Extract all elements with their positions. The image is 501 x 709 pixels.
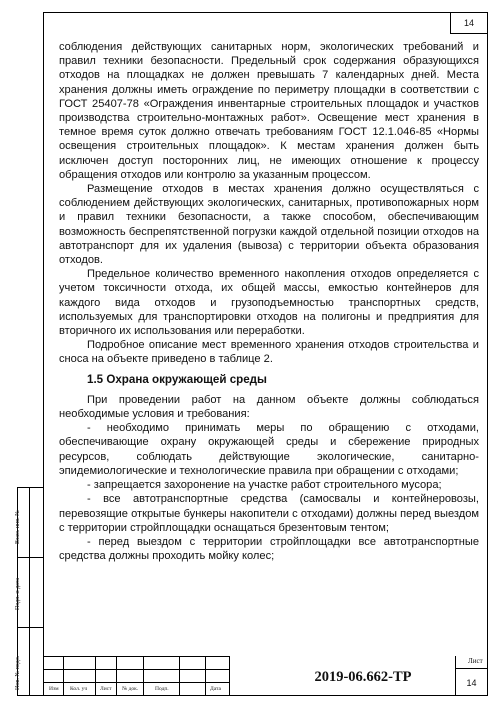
strip-divider xyxy=(18,557,43,558)
paragraph: При проведении работ на данном объекте должны соблюдаться необходимые условия и требования: xyxy=(59,393,479,421)
tb-col-label: № док. xyxy=(122,686,139,692)
title-block xyxy=(43,656,488,696)
tb-line xyxy=(143,656,144,696)
list-item: - необходимо принимать меры по обращению с отходами, обеспечивающие охрану окружающей среды и сбережение природных ресурсов, соблюдать действующие экологические, санитарно-эпидемиологические и технологические правила при обращении с отходами; xyxy=(59,422,479,477)
margin-label-signature-date: Подп. и дата xyxy=(15,577,21,610)
tb-line xyxy=(455,668,488,669)
tb-col-label: Лист xyxy=(100,686,112,692)
strip-divider xyxy=(18,627,43,628)
document-code: 2019-06.662-ТР xyxy=(314,669,412,685)
page-number-box xyxy=(450,12,488,34)
tb-line xyxy=(455,656,456,696)
paragraph: Предельное количество временного накопления отходов определяется с учетом токсичности отхода, их общей массы, емкостью контейнеров для каждого вида отходов и грузоподъемностью транспортных средств, используемых для транспортировки отходов на полигоны и предприятия для вторичного их использования или переработки. xyxy=(59,268,479,338)
tb-line xyxy=(116,656,117,696)
margin-label-inv-no: Взам. инв. № xyxy=(15,510,21,544)
section-heading: 1.5 Охрана окружающей среды xyxy=(87,372,267,386)
list-item: - перед выездом с территории стройплощадки все автотранспортные средства должны проходить мойку колес; xyxy=(59,535,479,563)
tb-col-label: Кол. уч xyxy=(70,686,88,692)
tb-col-label: Подп. xyxy=(155,686,169,692)
document-body xyxy=(59,40,479,563)
strip-divider xyxy=(29,488,30,695)
sheet-number: 14 xyxy=(466,678,477,688)
page-number: 14 xyxy=(463,18,474,28)
sheet-label: Лист xyxy=(468,657,483,665)
tb-col-label: Изм xyxy=(49,686,59,692)
tb-line xyxy=(229,656,230,696)
tb-line xyxy=(95,656,96,696)
tb-line xyxy=(43,682,229,683)
tb-line xyxy=(43,656,229,657)
tb-line xyxy=(63,656,64,696)
list-item: - все автотранспортные средства (самосвалы и контейнеровозы, перевозящие открытые бункеры накопители с отходами) должны перед выездом с территории стройплощадки оснащаться брезентовым тентом; xyxy=(59,493,479,534)
tb-line xyxy=(43,669,229,670)
tb-col-label: Дата xyxy=(210,686,221,692)
margin-label-inv-no-orig: Инв. № подл. xyxy=(15,655,21,690)
paragraph: Размещение отходов в местах хранения должно осуществляться с соблюдением действующих экологических, санитарных, противопожарных норм и правил техники безопасности, а также способом, обеспечивающим возможность беспрепятственной погрузки каждой отдельной позиции отходов на автотранспорт для их удаления (вывоза) с территории объекта образования отходов. xyxy=(59,183,479,267)
tb-line xyxy=(179,656,180,696)
paragraph: соблюдения действующих санитарных норм, экологических требований и правил техники безопасности. Предельный срок содержания образующихся отходов на площадках не должен превышать 7 календарных дней. Места хранения должны иметь ограждение по периметру площадки в соответствии с ГОСТ 25407-78 «Ограждения инвентарные строительных площадок и участков производства строительно-монтажных работ». Освещение мест хранения в темное время суток должно отвечать требованиям ГОСТ 12.1.046-85 «Нормы освещения строительных площадок». К местам хранения должен быть исключен доступ посторонних лиц, не имеющих отношение к процессу обращения отходов или контролю за указанным процессом. xyxy=(59,41,479,181)
tb-line xyxy=(205,656,206,696)
list-item: - запрещается захоронение на участке работ строительного мусора; xyxy=(87,479,442,492)
paragraph: Подробное описание мест временного хранения отходов строительства и сноса на объекте приведено в таблице 2. xyxy=(59,339,479,366)
